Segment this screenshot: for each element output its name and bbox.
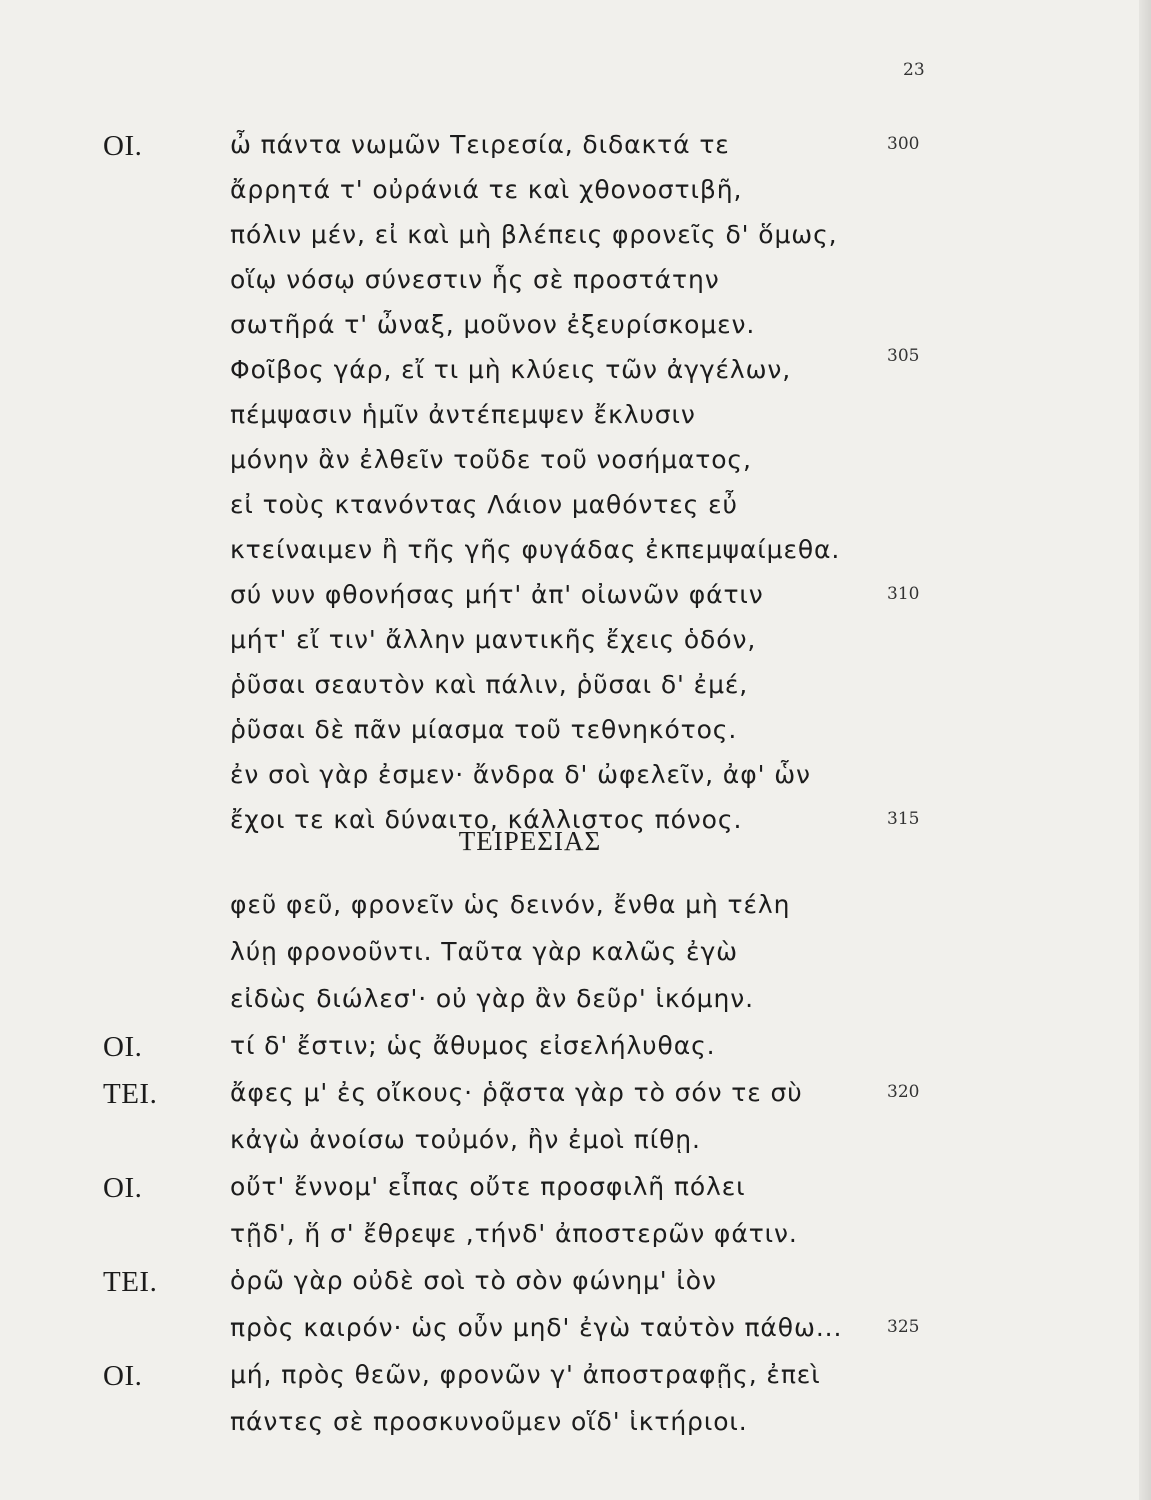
verse-line	[0, 984, 1140, 1024]
speaker-label: TEI.	[103, 1266, 158, 1298]
verse-text: ἄφες μ' ἐς οἴκους· ῥᾷστα γὰρ τὸ σόν τε σὺ	[230, 1078, 803, 1107]
verse-text: ὦ πάντα νωμῶν Τειρεσία, διδακτά τε	[230, 130, 730, 159]
verse-line	[0, 580, 1140, 620]
verse-line	[0, 890, 1140, 930]
verse-line	[0, 760, 1140, 800]
verse-text: σωτῆρά τ' ὦναξ, μοῦνον ἐξευρίσκομεν.	[230, 310, 756, 339]
verse-text: τῇδ', ἥ σ' ἔθρεψε ,τήνδ' ἀποστερῶν φάτιν.	[230, 1219, 798, 1248]
verse-text: σύ νυν φθονήσας μήτ' ἀπ' οἰωνῶν φάτιν	[230, 580, 764, 609]
verse-line	[0, 1031, 1140, 1071]
verse-text: λύῃ φρονοῦντι. Ταῦτα γὰρ καλῶς ἐγὼ	[230, 937, 738, 966]
line-number: 300	[887, 134, 920, 154]
speaker-label: OI.	[103, 1360, 143, 1392]
verse-line	[0, 1219, 1140, 1259]
verse-line	[0, 130, 1140, 170]
line-number: 305	[887, 346, 920, 366]
verse-line	[0, 1313, 1140, 1353]
verse-line	[0, 175, 1140, 215]
verse-text: μή, πρὸς θεῶν, φρονῶν γ' ἀποστραφῇς, ἐπεὶ	[230, 1360, 821, 1389]
verse-text: κἀγὼ ἀνοίσω τοὐμόν, ἢν ἐμοὶ πίθῃ.	[230, 1125, 701, 1154]
verse-line	[0, 715, 1140, 755]
verse-line	[0, 670, 1140, 710]
verse-text: πέμψασιν ἡμῖν ἀντέπεμψεν ἔκλυσιν	[230, 400, 696, 429]
verse-text: πάντες σὲ προσκυνοῦμεν οἵδ' ἱκτήριοι.	[230, 1407, 748, 1436]
verse-line	[0, 445, 1140, 485]
speaker-heading: ΤΕΙΡΕΣΙΑΣ	[458, 826, 602, 856]
verse-line	[0, 1266, 1140, 1306]
verse-text: κτείναιμεν ἢ τῆς γῆς φυγάδας ἐκπεμψαίμεθα.	[230, 535, 841, 564]
verse-line	[0, 535, 1140, 575]
line-number: 310	[887, 584, 920, 604]
verse-text: ἔχοι τε καὶ δύναιτο, κάλλιστος πόνος.	[230, 805, 743, 834]
verse-text: ἐν σοὶ γὰρ ἐσμεν· ἄνδρα δ' ὠφελεῖν, ἀφ' ὧν	[230, 760, 811, 789]
page-number: 23	[903, 60, 925, 80]
verse-text: τί δ' ἔστιν; ὡς ἄθυμος εἰσελήλυθας.	[230, 1031, 716, 1060]
verse-text: μόνην ἂν ἐλθεῖν τοῦδε τοῦ νοσήματος,	[230, 445, 752, 474]
verse-text: ῥῦσαι σεαυτὸν καὶ πάλιν, ῥῦσαι δ' ἐμέ,	[230, 670, 749, 699]
line-number: 325	[887, 1317, 920, 1337]
verse-line	[0, 490, 1140, 530]
verse-text: εἰδὼς διώλεσ'· οὐ γὰρ ἂν δεῦρ' ἱκόμην.	[230, 984, 754, 1013]
speaker-label: OI.	[103, 1172, 143, 1204]
verse-line	[0, 1172, 1140, 1212]
verse-line	[0, 400, 1140, 440]
verse-text: φεῦ φεῦ, φρονεῖν ὡς δεινόν, ἔνθα μὴ τέλη	[230, 890, 791, 919]
verse-text: οἵῳ νόσῳ σύνεστιν ἧς σὲ προστάτην	[230, 265, 720, 294]
verse-text: ὁρῶ γὰρ οὐδὲ σοὶ τὸ σὸν φώνημ' ἰὸν	[230, 1266, 717, 1295]
line-number: 320	[887, 1082, 920, 1102]
verse-line	[0, 937, 1140, 977]
speaker-label: OI.	[103, 1031, 143, 1063]
verse-line	[0, 625, 1140, 665]
verse-text: ῥῦσαι δὲ πᾶν μίασμα τοῦ τεθνηκότος.	[230, 715, 738, 744]
verse-text: εἰ τοὺς κτανόντας Λάιον μαθόντες εὖ	[230, 490, 738, 519]
verse-line	[0, 265, 1140, 305]
verse-line	[0, 220, 1140, 260]
verse-line	[0, 1360, 1140, 1400]
page-edge	[1139, 0, 1151, 1500]
verse-line	[0, 342, 1140, 382]
verse-text: ἄρρητά τ' οὐράνιά τε καὶ χθονοστιβῆ,	[230, 175, 743, 204]
verse-line	[0, 1407, 1140, 1447]
verse-line	[0, 1125, 1140, 1165]
verse-text: μήτ' εἴ τιν' ἄλλην μαντικῆς ἔχεις ὁδόν,	[230, 625, 757, 654]
verse-line	[0, 1078, 1140, 1118]
verse-text: οὔτ' ἔννομ' εἶπας οὔτε προσφιλῆ πόλει	[230, 1172, 746, 1201]
line-number: 315	[887, 809, 920, 829]
speaker-label: OI.	[103, 130, 143, 162]
speaker-label: TEI.	[103, 1078, 158, 1110]
verse-text: πόλιν μέν, εἰ καὶ μὴ βλέπεις φρονεῖς δ' ὅμως,	[230, 220, 838, 249]
verse-text: Φοῖβος γάρ, εἴ τι μὴ κλύεις τῶν ἀγγέλων,	[230, 355, 792, 384]
verse-text: πρὸς καιρόν· ὡς οὖν μηδ' ἐγὼ ταὐτὸν πάθω...	[230, 1313, 843, 1342]
